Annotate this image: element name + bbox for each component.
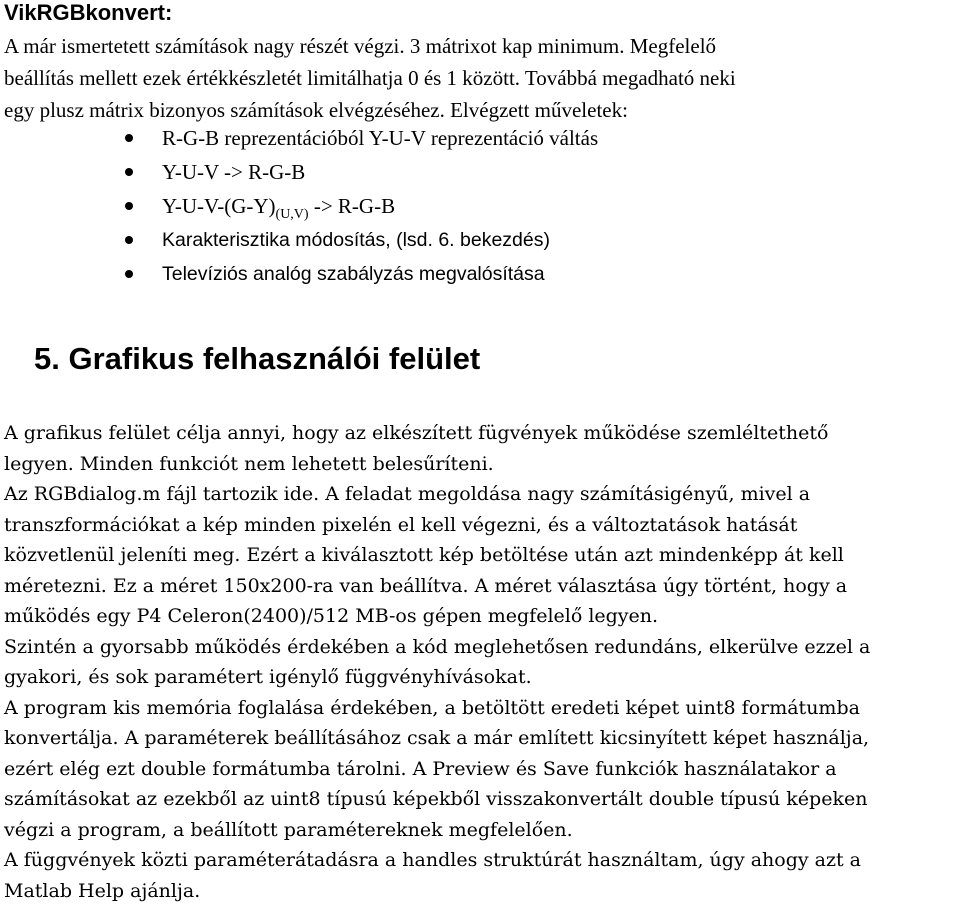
intro-line: beállítás mellett ezek értékkészletét limitálhatja 0 és 1 között. Továbbá megadható neki [4,66,736,90]
bullet-icon [125,134,133,142]
body-line: számításokat az ezekből az uint8 típusú képekből visszakonvertált double típusú képeken [4,788,868,810]
body-line: végzi a program, a beállított paramétereknek megfelelően. [4,818,573,841]
body-line: A program kis memória foglalása érdekében, a betöltött eredeti képet uint8 formátumba [4,696,860,719]
body-line: Matlab Help ajánlja. [4,879,201,902]
list-item [0,189,960,223]
body-line: konvertálja. A paraméterek beállításához csak a már említett kicsinyített képet használja, [4,727,870,749]
list-item-text: Televíziós analóg szabályzás megvalósítása [162,263,545,285]
bullet-icon [125,202,133,210]
list-item-text: Y-U-V -> R-G-B [162,160,306,184]
body-line: transzformációkat a kép minden pixelén el kell végezni, és a változtatások hatását [4,513,798,536]
document-title: VikRGBkonvert: [4,0,173,25]
body-line: A függvények közti paraméterátadásra a handles struktúrát használtam, úgy ahogy azt a [4,849,862,871]
body-line: méretezni. Ez a méret 150x200-ra van beállítva. A méret választása úgy történt, hogy a [4,574,848,597]
list-item [0,257,960,291]
list-item [0,155,960,189]
bullet-icon [125,168,133,176]
bullet-icon [125,270,133,278]
list-item-subscript: (U,V) [275,207,309,222]
intro-line: A már ismertetett számítások nagy részét végzi. 3 mátrixot kap minimum. Megfelelő [4,34,717,58]
body-line: legyen. Minden funkciót nem lehetett belesűríteni. [4,452,494,475]
operations-list [0,121,960,291]
body-line: Az RGBdialog.m fájl tartozik ide. A feladat megoldása nagy számításigényű, mivel a [4,483,811,505]
body-paragraph [4,418,959,906]
section-heading: 5. Grafikus felhasználói felület [34,341,481,376]
bullet-icon [125,236,133,244]
list-item-text: R-G-B reprezentációból Y-U-V reprezentáció váltás [162,126,599,150]
body-line: ezért elég ezt double formátumba tárolni. A Preview és Save funkciók használatakor a [4,757,837,780]
body-line: gyakori, és sok paramétert igénylő függvényhívásokat. [4,666,532,688]
list-item-text [162,189,395,223]
list-item-text: Karakterisztika módosítás, (lsd. 6. bekezdés) [162,229,550,251]
body-line: működés egy P4 Celeron(2400)/512 MB-os gépen megfelelő legyen. [4,605,659,627]
body-line: közvetlenül jeleníti meg. Ezért a kiválasztott kép betöltése után azt mindenképp át kell [4,544,844,566]
intro-paragraph [4,30,954,126]
list-item [0,121,960,155]
body-line: A grafikus felület célja annyi, hogy az elkészített fügvények működése szemléltethető [4,422,829,444]
intro-line: egy plusz mátrix bizonyos számítások elvégzéséhez. Elvégzett műveletek: [4,98,628,122]
body-line: Szintén a gyorsabb működés érdekében a kód meglehetősen redundáns, elkerülve ezzel a [4,635,871,658]
list-item [0,223,960,257]
list-item-text-tail: -> R-G-B [308,194,396,218]
list-item-text-main: Y-U-V-(G-Y) [162,194,276,218]
